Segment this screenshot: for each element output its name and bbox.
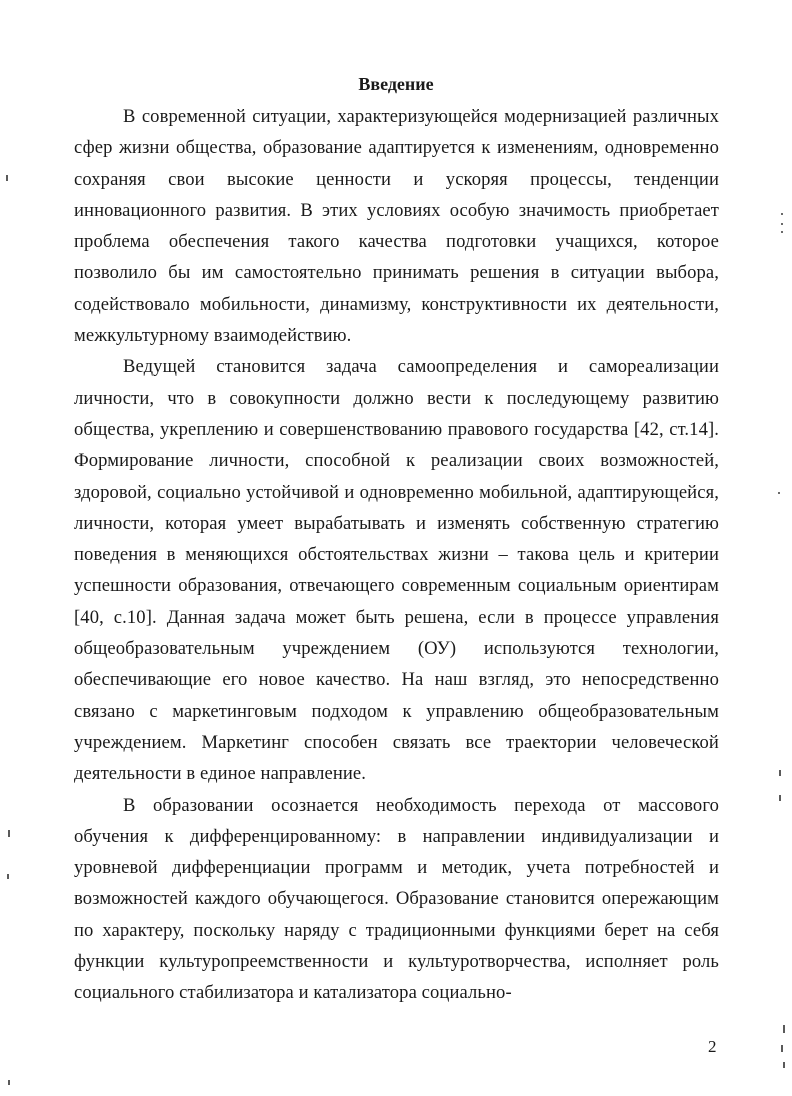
scan-speck bbox=[783, 1062, 785, 1068]
scan-speck bbox=[7, 874, 9, 879]
paragraph-3: В образовании осознается необходимость перехода от массового обучения к дифференцированному: в направлении индивидуализации и уровневой дифференциации программ и методик, учета потребностей и возможностей каждого обучающегося. Образование становится опережающим по характеру, поскольку наряду с традиционными функциями берет на себя функции культуропреемственности и культуротворчества, исполняет роль социального стабилизатора и катализатора социально- bbox=[74, 794, 719, 1004]
scan-speck bbox=[8, 830, 10, 837]
scan-speck bbox=[779, 795, 781, 801]
scan-speck bbox=[6, 175, 8, 181]
section-heading: Введение bbox=[358, 74, 434, 94]
paragraph-1: В современной ситуации, характеризующейся модернизацией различных сфер жизни общества, образование адаптируется к изменениям, одновременно сохраняя свои высокие ценности и ускоряя процессы, тенденции инновационного развития. В этих условиях особую значимость приобретает проблема обеспечения такого качества подготовки учащихся, которое позволило бы им самостоятельно принимать решения в ситуации выбора, содействовало мобильности, динамизму, конструктивности их деятельности, межкультурному взаимодействию. bbox=[74, 106, 719, 347]
scan-speck bbox=[783, 1025, 785, 1033]
scan-speck bbox=[778, 492, 780, 494]
document-body bbox=[74, 101, 719, 1009]
scan-speck bbox=[781, 1045, 783, 1052]
scan-speck bbox=[781, 231, 783, 233]
scan-speck bbox=[781, 213, 783, 215]
scan-speck bbox=[8, 1080, 10, 1085]
page-number: 2 bbox=[708, 1037, 717, 1056]
paragraph-2: Ведущей становится задача самоопределения и самореализации личности, что в совокупности должно вести к последующему развитию общества, укреплению и совершенствованию правового государства [42, ст.14]. Формирование личности, способной к реализации своих возможностей, здоровой, социально устойчивой и одновременно мобильной, адаптирующейся, личности, которая умеет вырабатывать и изменять собственную стратегию поведения в меняющихся обстоятельствах жизни – такова цель и критерии успешности образования, отвечающего современным социальным ориентирам [40, с.10]. Данная задача может быть решена, если в процессе управления общеобразовательным учреждением (ОУ) используются технологии, обеспечивающие его новое качество. На наш взгляд, это непосредственно связано с маркетинговым подходом к управлению общеобразовательным учреждением. Маркетинг способен связать все траектории человеческой деятельности в единое направление. bbox=[74, 356, 719, 785]
scan-speck bbox=[781, 223, 783, 225]
scan-speck bbox=[779, 770, 781, 776]
